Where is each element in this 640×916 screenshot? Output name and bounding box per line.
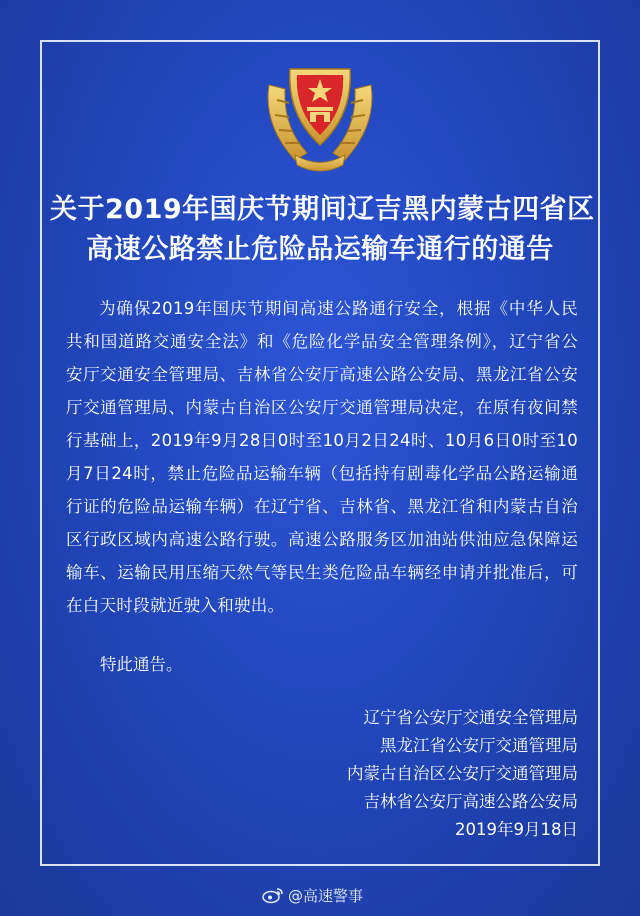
notice-closing: 特此通告。: [100, 655, 183, 674]
weibo-watermark: [262, 883, 363, 907]
notice-date: 2019年9月18日: [455, 820, 578, 839]
notice-title-line-2: 高速公路禁止危险品运输车通行的通告: [86, 234, 554, 265]
signatory-inner-mongolia: 内蒙古自治区公安厅交通管理局: [347, 764, 578, 783]
notice-title-line-1: 关于2019年国庆节期间辽吉黑内蒙古四省区: [50, 194, 595, 225]
notice-body: 为确保2019年国庆节期间高速公路通行安全，根据《中华人民共和国道路交通安全法》和《危险化学品安全管理条例》，辽宁省公安厅交通安全管理局、吉林省公安厅高速公路公安局、黑龙江省公安厅交通管理局、内蒙古自治区公安厅交通管理局决定，在原有夜间禁行基础上，2019年9月28日0时至10月2日24时、10月6日0时至10月7日24时，禁止危险品运输车辆（包括持有剧毒化学品公路运输通行证的危险品运输车辆）在辽宁省、吉林省、黑龙江省和内蒙古自治区行政区域内高速公路行驶。高速公路服务区加油站供油应急保障运输车、运输民用压缩天然气等民生类危险品车辆经申请并批准后，可在白天时段就近驶入和驶出。: [66, 299, 578, 615]
signatory-heilongjiang: 黑龙江省公安厅交通管理局: [380, 736, 578, 755]
police-emblem-icon: [255, 55, 385, 180]
weibo-icon: [262, 886, 284, 904]
signatory-jilin: 吉林省公安厅高速公路公安局: [363, 792, 578, 811]
watermark-text: @高速警事: [288, 886, 364, 905]
signatory-liaoning: 辽宁省公安厅交通安全管理局: [363, 708, 578, 727]
